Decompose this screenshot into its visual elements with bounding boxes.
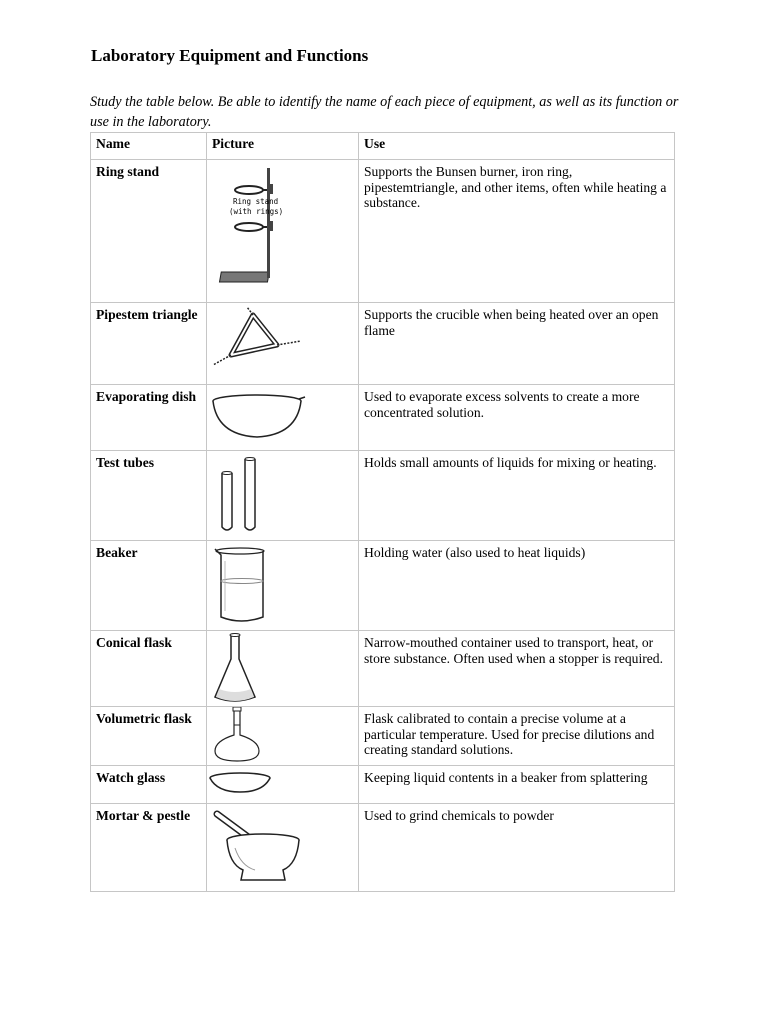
equipment-name: Test tubes: [91, 451, 207, 541]
equipment-use: Used to evaporate excess solvents to create a more concentrated solution.: [359, 385, 675, 451]
header-picture: Picture: [207, 133, 359, 160]
table-row: [91, 766, 675, 804]
table-row: [91, 707, 675, 766]
volumetric-flask-icon: [207, 707, 357, 764]
equipment-picture: [207, 707, 359, 766]
intro-text: Study the table below. Be able to identify the name of each piece of equipment, as well as its function or use in the laboratory.: [90, 94, 679, 130]
equipment-picture: [207, 385, 359, 451]
table-row: [91, 804, 675, 892]
header-name: Name: [91, 133, 207, 160]
table-row: [91, 631, 675, 707]
equipment-name: Mortar & pestle: [91, 804, 207, 892]
watch-glass-icon: [207, 766, 357, 802]
equipment-use: Supports the Bunsen burner, iron ring, pipestemtriangle, and other items, often while heating a substance.: [359, 160, 675, 303]
equipment-name: Volumetric flask: [91, 707, 207, 766]
equipment-picture: [207, 804, 359, 892]
equipment-picture: [207, 303, 359, 385]
equipment-picture: [207, 160, 359, 303]
equipment-name: Beaker: [91, 541, 207, 631]
mortar-and-pestle-icon: [207, 804, 357, 890]
ring-stand-label-1: Ring stand: [233, 197, 279, 206]
equipment-picture: [207, 451, 359, 541]
table-row: [91, 303, 675, 385]
table-header-row: [91, 133, 675, 160]
conical-flask-icon: [207, 631, 357, 706]
header-use: Use: [359, 133, 675, 160]
ring-stand-label-2: (with rings): [229, 207, 284, 216]
table-row: [91, 451, 675, 541]
equipment-table: [90, 132, 675, 892]
equipment-use: Holding water (also used to heat liquids): [359, 541, 675, 631]
table-row: [91, 385, 675, 451]
equipment-use: Narrow-mouthed container used to transport, heat, or store substance. Often used when a stopper is required.: [359, 631, 675, 707]
equipment-name: Ring stand: [91, 160, 207, 303]
equipment-picture: [207, 766, 359, 804]
ring-stand-icon: [207, 160, 357, 302]
evaporating-dish-icon: [207, 385, 357, 449]
equipment-name: Evaporating dish: [91, 385, 207, 451]
pipestem-triangle-icon: [207, 303, 357, 383]
equipment-name: Pipestem triangle: [91, 303, 207, 385]
equipment-use: Holds small amounts of liquids for mixing or heating.: [359, 451, 675, 541]
table-row: [91, 541, 675, 631]
equipment-picture: [207, 541, 359, 631]
equipment-use: Used to grind chemicals to powder: [359, 804, 675, 892]
beaker-icon: [207, 541, 357, 629]
equipment-name: Watch glass: [91, 766, 207, 804]
equipment-use: Flask calibrated to contain a precise volume at a particular temperature. Used for precise dilutions and creating standard solutions.: [359, 707, 675, 766]
table-row: [91, 160, 675, 303]
page-title: Laboratory Equipment and Functions: [91, 46, 369, 65]
equipment-use: Supports the crucible when being heated over an open flame: [359, 303, 675, 385]
equipment-name: Conical flask: [91, 631, 207, 707]
test-tubes-icon: [207, 451, 357, 539]
equipment-picture: [207, 631, 359, 707]
equipment-use: Keeping liquid contents in a beaker from splattering: [359, 766, 675, 804]
